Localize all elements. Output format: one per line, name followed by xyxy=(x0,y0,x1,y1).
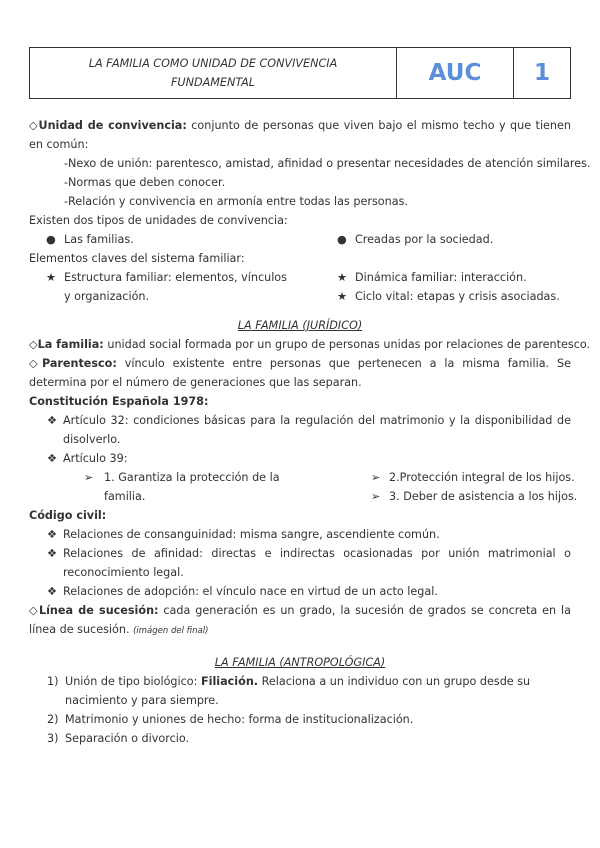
articulo-32 xyxy=(29,411,571,449)
numbered-item xyxy=(29,710,571,729)
list-item-text: Estructura familiar: elementos, vínculos xyxy=(64,271,287,284)
elementos-right xyxy=(337,268,560,306)
header-table xyxy=(29,47,571,99)
arrow-icon: ➢ xyxy=(84,471,94,484)
star-icon: ★ xyxy=(337,290,348,303)
tipos-list xyxy=(29,230,571,249)
parentesco-text: vínculo existente entre personas que pertenecen a la misma familia. Se determina por el número de generaciones que las separan. xyxy=(29,357,571,389)
list-item-text: Creadas por la sociedad. xyxy=(355,233,494,246)
item-text-bold: Filiación. xyxy=(200,675,259,688)
familia-definition xyxy=(29,335,591,354)
familia-text: unidad social formada por un grupo de personas unidas por relaciones de parentesco. xyxy=(103,338,591,351)
articulo-39-left xyxy=(29,468,284,506)
star-icon: ★ xyxy=(46,271,57,284)
header-title: LA FAMILIA COMO UNIDAD DE CONVIVENCIA FUNDAMENTAL xyxy=(88,57,338,89)
articulo-39-right xyxy=(284,468,577,506)
unidad-text: conjunto de personas que viven bajo el mismo techo y que tienen en común: xyxy=(29,119,571,151)
list-item-text: Relaciones de consanguinidad: misma sangre, ascendiente común. xyxy=(63,528,440,541)
diamond-icon: ◇ xyxy=(29,604,39,617)
numbered-item xyxy=(29,729,571,748)
list-item-text: Ciclo vital: etapas y crisis asociadas. xyxy=(355,290,560,303)
list-item-text: Dinámica familiar: interacción. xyxy=(355,271,527,284)
sub-item: -Relación y convivencia en armonía entre todas las personas. xyxy=(64,195,408,208)
parentesco-definition xyxy=(29,354,571,392)
unidad-convivencia-paragraph xyxy=(29,116,571,154)
header-subject: AUC xyxy=(397,48,514,98)
arrow-icon: ➢ xyxy=(371,471,381,484)
list-item xyxy=(337,230,493,249)
articulo-39-list xyxy=(29,468,578,506)
elementos-list xyxy=(29,268,571,306)
unidad-label: Unidad de convivencia: xyxy=(38,119,187,132)
articulo-39 xyxy=(29,449,571,468)
list-item-text: Relaciones de afinidad: directas e indirectas ocasionadas por unión matrimonial o reconocimiento legal. xyxy=(63,547,571,579)
familia-label: La familia: xyxy=(37,338,104,351)
diamond-bullet-icon: ❖ xyxy=(47,585,58,598)
elementos-title: Elementos claves del sistema familiar: xyxy=(29,252,245,265)
item-number: 1) xyxy=(47,675,59,688)
star-icon: ★ xyxy=(337,271,348,284)
bullet-icon: ● xyxy=(46,233,56,246)
bullet-icon: ● xyxy=(337,233,347,246)
list-item-text: y organización. xyxy=(64,290,150,303)
codigo-item xyxy=(29,525,571,544)
item-number: 3) xyxy=(47,732,59,745)
numbered-item-text: Separación o divorcio. xyxy=(65,732,190,745)
diamond-icon: ◇ xyxy=(29,338,38,351)
list-item-text: 3. Deber de asistencia a los hijos. xyxy=(389,490,578,503)
list-item-text: Relaciones de adopción: el vínculo nace en virtud de un acto legal. xyxy=(63,585,438,598)
elementos-left xyxy=(29,268,337,306)
articulo-32-text: Artículo 32: condiciones básicas para la regulación del matrimonio y la disponibilidad de disolverlo. xyxy=(63,414,571,446)
section-title-juridico: LA FAMILIA (JURÍDICO) xyxy=(237,319,363,332)
item-text-post: Relaciona a un individuo con un grupo desde su nacimiento y para siempre. xyxy=(65,675,531,707)
articulo-39-text: Artículo 39: xyxy=(63,452,128,465)
diamond-icon: ◇ xyxy=(29,119,39,132)
linea-note: (imágen del final) xyxy=(133,626,209,636)
linea-text: cada generación es un grado, la sucesión de grados se concreta en la línea de sucesión. xyxy=(29,604,571,636)
diamond-bullet-icon: ❖ xyxy=(47,452,58,465)
list-item-text: 1. Garantiza la protección de la xyxy=(104,471,280,484)
header-title-cell xyxy=(30,48,397,98)
codigo-item xyxy=(29,582,571,601)
codigo-item xyxy=(29,544,571,582)
sub-item: -Normas que deben conocer. xyxy=(64,176,226,189)
item-text-pre: Unión de tipo biológico: xyxy=(65,675,201,688)
header-unit-number: 1 xyxy=(533,59,550,86)
linea-sucesion-paragraph xyxy=(29,601,571,641)
diamond-bullet-icon: ❖ xyxy=(47,414,58,427)
numbered-item-text xyxy=(65,672,571,710)
parentesco-label: Parentesco: xyxy=(41,357,117,370)
document-body xyxy=(29,116,591,748)
list-item-text: familia. xyxy=(104,490,146,503)
codigo-title: Código civil: xyxy=(29,509,107,522)
list-item xyxy=(29,230,337,249)
diamond-bullet-icon: ❖ xyxy=(47,547,58,560)
list-item-text: 2.Protección integral de los hijos. xyxy=(389,471,575,484)
constitucion-title: Constitución Española 1978: xyxy=(29,395,209,408)
sub-item: -Nexo de unión: parentesco, amistad, afinidad o presentar necesidades de atención similares. xyxy=(64,157,591,170)
diamond-bullet-icon: ❖ xyxy=(47,528,58,541)
linea-label: Línea de sucesión: xyxy=(38,604,159,617)
numbered-item xyxy=(29,672,571,710)
numbered-item-text: Matrimonio y uniones de hecho: forma de institucionalización. xyxy=(65,713,414,726)
item-number: 2) xyxy=(47,713,59,726)
diamond-icon: ◇ xyxy=(29,357,42,370)
section-title-antropologica: LA FAMILIA (ANTROPOLÓGICA) xyxy=(214,656,386,669)
arrow-icon: ➢ xyxy=(371,490,381,503)
tipos-title: Existen dos tipos de unidades de convivencia: xyxy=(29,214,288,227)
list-item-text: Las familias. xyxy=(64,233,134,246)
